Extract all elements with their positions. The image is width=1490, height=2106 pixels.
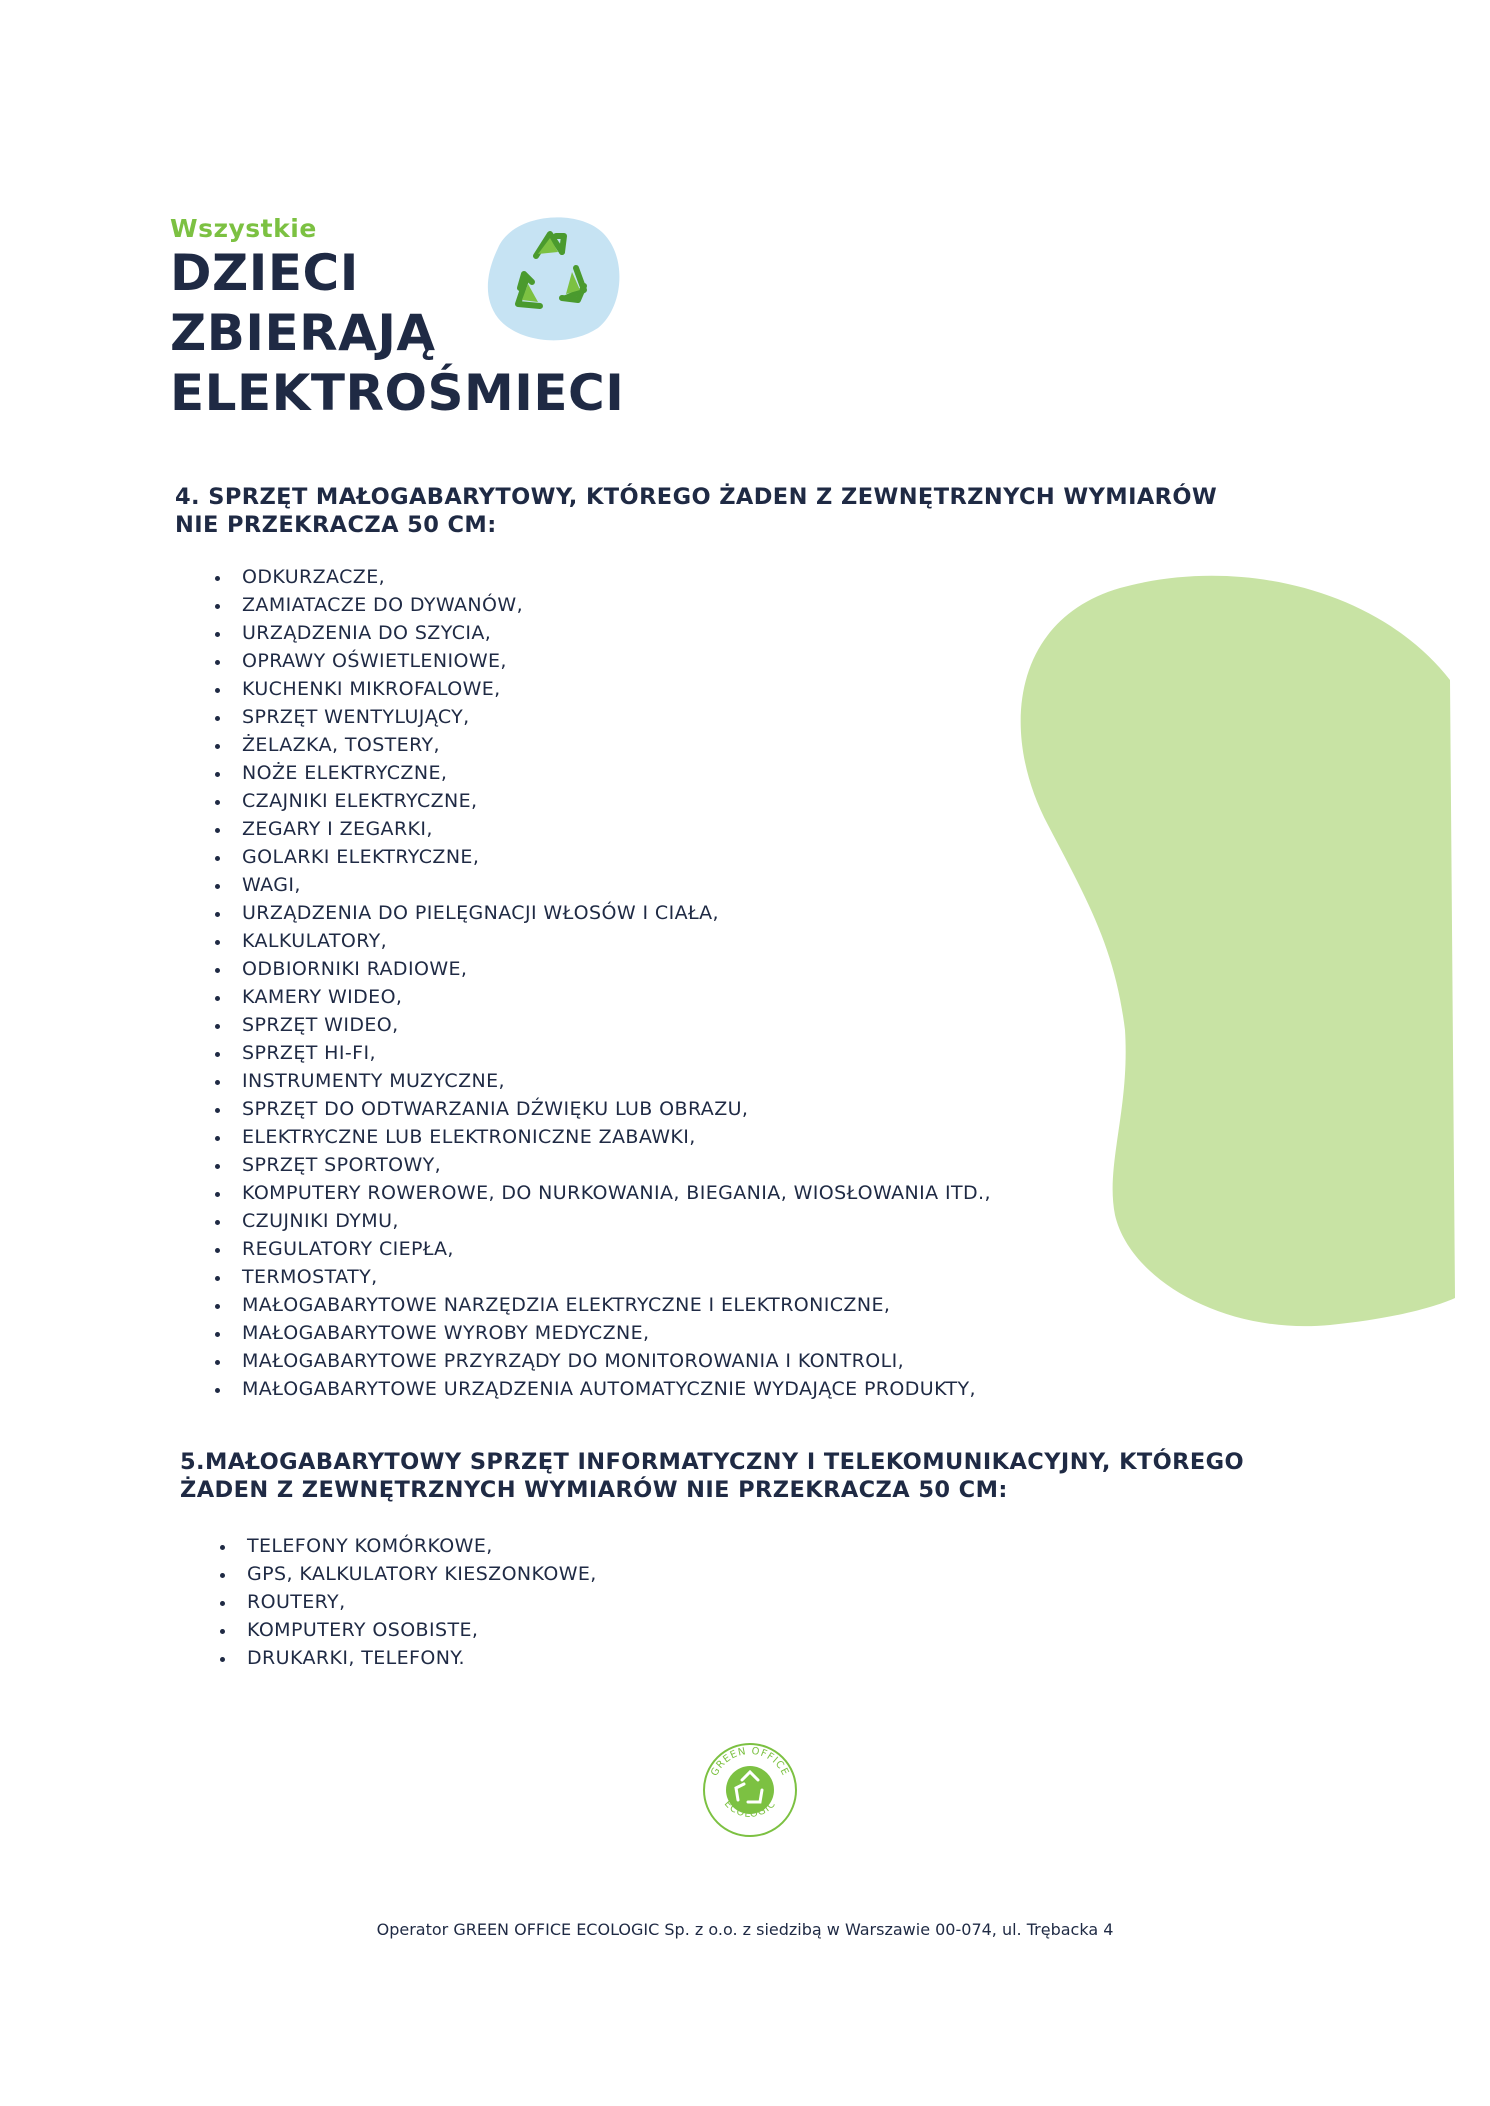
section-5-heading-block	[180, 1448, 1330, 1504]
badge-bottom-text: ECOLOGIC	[721, 1798, 779, 1821]
list-item: REGULATORY CIEPŁA,	[215, 1235, 991, 1263]
list-item: GOLARKI ELEKTRYCZNE,	[215, 843, 991, 871]
logo-line-3: ELEKTROŚMIECI	[170, 364, 625, 422]
section-5-heading-line-1: 5.MAŁOGABARYTOWY SPRZĘT INFORMATYCZNY I TELEKOMUNIKACYJNY, KTÓREGO	[180, 1449, 1245, 1475]
list-item: MAŁOGABARYTOWE NARZĘDZIA ELEKTRYCZNE I ELEKTRONICZNE,	[215, 1291, 991, 1319]
list-item: SPRZĘT WIDEO,	[215, 1011, 991, 1039]
list-item: MAŁOGABARYTOWE PRZYRZĄDY DO MONITOROWANIA I KONTROLI,	[215, 1347, 991, 1375]
list-item: OPRAWY OŚWIETLENIOWE,	[215, 647, 991, 675]
list-item: GPS, KALKULATORY KIESZONKOWE,	[220, 1560, 597, 1588]
logo-line-2: ZBIERAJĄ	[170, 304, 436, 362]
green-office-ecologic-badge	[700, 1740, 800, 1840]
list-item: WAGI,	[215, 871, 991, 899]
list-item: ŻELAZKA, TOSTERY,	[215, 731, 991, 759]
logo-line-1: DZIECI	[170, 244, 359, 302]
list-item: MAŁOGABARYTOWE WYROBY MEDYCZNE,	[215, 1319, 991, 1347]
list-item: ZEGARY I ZEGARKI,	[215, 815, 991, 843]
list-item: CZUJNIKI DYMU,	[215, 1207, 991, 1235]
list-item: KOMPUTERY ROWEROWE, DO NURKOWANIA, BIEGANIA, WIOSŁOWANIA ITD.,	[215, 1179, 991, 1207]
list-item: SPRZĘT WENTYLUJĄCY,	[215, 703, 991, 731]
badge-top-text: GREEN OFFICE	[709, 1745, 791, 1779]
list-item: URZĄDZENIA DO PIELĘGNACJI WŁOSÓW I CIAŁA,	[215, 899, 991, 927]
section-4-heading-line-2: NIE PRZEKRACZA 50 CM:	[175, 512, 497, 538]
footer-text: Operator GREEN OFFICE ECOLOGIC Sp. z o.o. z siedzibą w Warszawie 00-074, ul. Trębacka 4	[376, 1920, 1114, 1939]
list-item: KOMPUTERY OSOBISTE,	[220, 1616, 597, 1644]
section-5-list	[220, 1532, 597, 1672]
section-4-heading-block	[175, 483, 1325, 539]
logo-tagline: Wszystkie	[170, 214, 317, 243]
list-item: ZAMIATACZE DO DYWANÓW,	[215, 591, 991, 619]
list-item: SPRZĘT HI-FI,	[215, 1039, 991, 1067]
list-item: URZĄDZENIA DO SZYCIA,	[215, 619, 991, 647]
section-5-heading-line-2: ŻADEN Z ZEWNĘTRZNYCH WYMIARÓW NIE PRZEKRACZA 50 CM:	[180, 1477, 1008, 1503]
list-item: ODKURZACZE,	[215, 563, 991, 591]
list-item: KAMERY WIDEO,	[215, 983, 991, 1011]
list-item: ODBIORNIKI RADIOWE,	[215, 955, 991, 983]
list-item: ELEKTRYCZNE LUB ELEKTRONICZNE ZABAWKI,	[215, 1123, 991, 1151]
list-item: INSTRUMENTY MUZYCZNE,	[215, 1067, 991, 1095]
section-4-list	[215, 563, 991, 1403]
list-item: KALKULATORY,	[215, 927, 991, 955]
recycle-icon	[478, 208, 628, 348]
section-4-heading-line-1: 4. SPRZĘT MAŁOGABARYTOWY, KTÓREGO ŻADEN Z ZEWNĘTRZNYCH WYMIARÓW	[175, 484, 1218, 510]
list-item: SPRZĘT SPORTOWY,	[215, 1151, 991, 1179]
list-item: MAŁOGABARYTOWE URZĄDZENIA AUTOMATYCZNIE WYDAJĄCE PRODUKTY,	[215, 1375, 991, 1403]
list-item: TELEFONY KOMÓRKOWE,	[220, 1532, 597, 1560]
list-item: SPRZĘT DO ODTWARZANIA DŹWIĘKU LUB OBRAZU,	[215, 1095, 991, 1123]
list-item: TERMOSTATY,	[215, 1263, 991, 1291]
list-item: NOŻE ELEKTRYCZNE,	[215, 759, 991, 787]
list-item: KUCHENKI MIKROFALOWE,	[215, 675, 991, 703]
list-item: CZAJNIKI ELEKTRYCZNE,	[215, 787, 991, 815]
list-item: DRUKARKI, TELEFONY.	[220, 1644, 597, 1672]
list-item: ROUTERY,	[220, 1588, 597, 1616]
